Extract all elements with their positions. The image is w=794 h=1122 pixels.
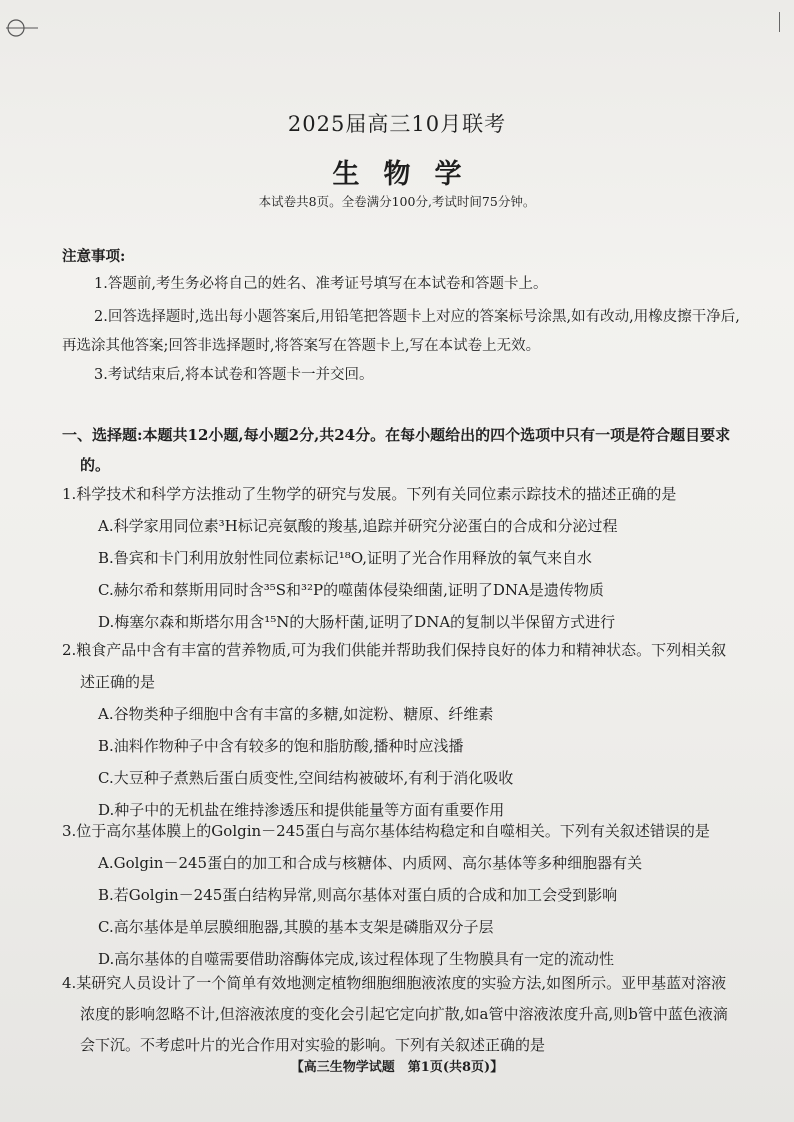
option-d: D.种子中的无机盐在维持渗透压和提供能量等方面有重要作用 xyxy=(98,801,505,819)
question-stem: 4.某研究人员设计了一个简单有效地测定植物细胞细胞液浓度的实验方法,如图所示。亚甲基蓝对溶液浓度的影响忽略不计,但溶液浓度的变化会引起它定向扩散,如a管中溶液浓度升高,则b管中蓝色液滴会下沉。不考虑叶片的光合作用对实验的影响。下列有关叙述正确的是 xyxy=(62,974,728,1054)
option-c: C.大豆种子煮熟后蛋白质变性,空间结构被破坏,有利于消化吸收 xyxy=(98,769,514,787)
subject-title: 生物学 xyxy=(332,159,486,190)
note-item: 3.考试结束后,将本试卷和答题卡一并交回。 xyxy=(94,367,374,383)
question-1 xyxy=(62,478,738,638)
note-item: 1.答题前,考生务必将自己的姓名、准考证号填写在本试卷和答题卡上。 xyxy=(94,276,548,292)
question-2 xyxy=(62,634,738,826)
option-c: C.赫尔希和蔡斯用同时含³⁵S和³²P的噬菌体侵染细菌,证明了DNA是遗传物质 xyxy=(98,581,604,599)
option-b: B.油料作物种子中含有较多的饱和脂肪酸,播种时应浅播 xyxy=(98,737,464,755)
question-stem: 1.科学技术和科学方法推动了生物学的研究与发展。下列有关同位素示踪技术的描述正确的是 xyxy=(62,485,677,503)
option-b: B.鲁宾和卡门利用放射性同位素标记¹⁸O,证明了光合作用释放的氧气来自水 xyxy=(98,549,593,567)
question-stem: 2.粮食产品中含有丰富的营养物质,可为我们供能并帮助我们保持良好的体力和精神状态。下列相关叙述正确的是 xyxy=(62,641,727,691)
question-4 xyxy=(62,968,738,1061)
option-a: A.谷物类种子细胞中含有丰富的多糖,如淀粉、糖原、纤维素 xyxy=(98,705,494,723)
question-stem: 3.位于高尔基体膜上的Golgin－245蛋白与高尔基体结构稳定和自噬相关。下列有关叙述错误的是 xyxy=(62,822,710,840)
exam-info: 本试卷共8页。全卷满分100分,考试时间75分钟。 xyxy=(258,194,536,209)
option-d: D.梅塞尔森和斯塔尔用含¹⁵N的大肠杆菌,证明了DNA的复制以半保留方式进行 xyxy=(98,613,616,631)
exam-title: 2025届高三10月联考 xyxy=(287,112,507,136)
section-heading: 一、选择题:本题共12小题,每小题2分,共24分。在每小题给出的四个选项中只有一项是符合题目要求的。 xyxy=(62,426,731,474)
page-edge-line xyxy=(779,12,780,32)
option-b: B.若Golgin－245蛋白结构异常,则高尔基体对蛋白质的合成和加工会受到影响 xyxy=(98,886,618,904)
option-a: A.Golgin－245蛋白的加工和合成与核糖体、内质网、高尔基体等多种细胞器有关 xyxy=(98,854,643,872)
question-3 xyxy=(62,815,738,975)
page-footer: 【高三生物学试题 第1页(共8页)】 xyxy=(290,1060,504,1075)
option-d: D.高尔基体的自噬需要借助溶酶体完成,该过程体现了生物膜具有一定的流动性 xyxy=(98,950,615,968)
option-c: C.高尔基体是单层膜细胞器,其膜的基本支架是磷脂双分子层 xyxy=(98,918,494,936)
note-item: 2.回答选择题时,选出每小题答案后,用铅笔把答题卡上对应的答案标号涂黑,如有改动,用橡皮擦干净后,再选涂其他答案;回答非选择题时,将答案写在答题卡上,写在本试卷上无效。 xyxy=(62,309,740,354)
option-a: A.科学家用同位素³H标记亮氨酸的羧基,追踪并研究分泌蛋白的合成和分泌过程 xyxy=(98,517,618,535)
binding-circle-mark xyxy=(4,14,40,42)
notes-heading: 注意事项: xyxy=(62,248,126,265)
